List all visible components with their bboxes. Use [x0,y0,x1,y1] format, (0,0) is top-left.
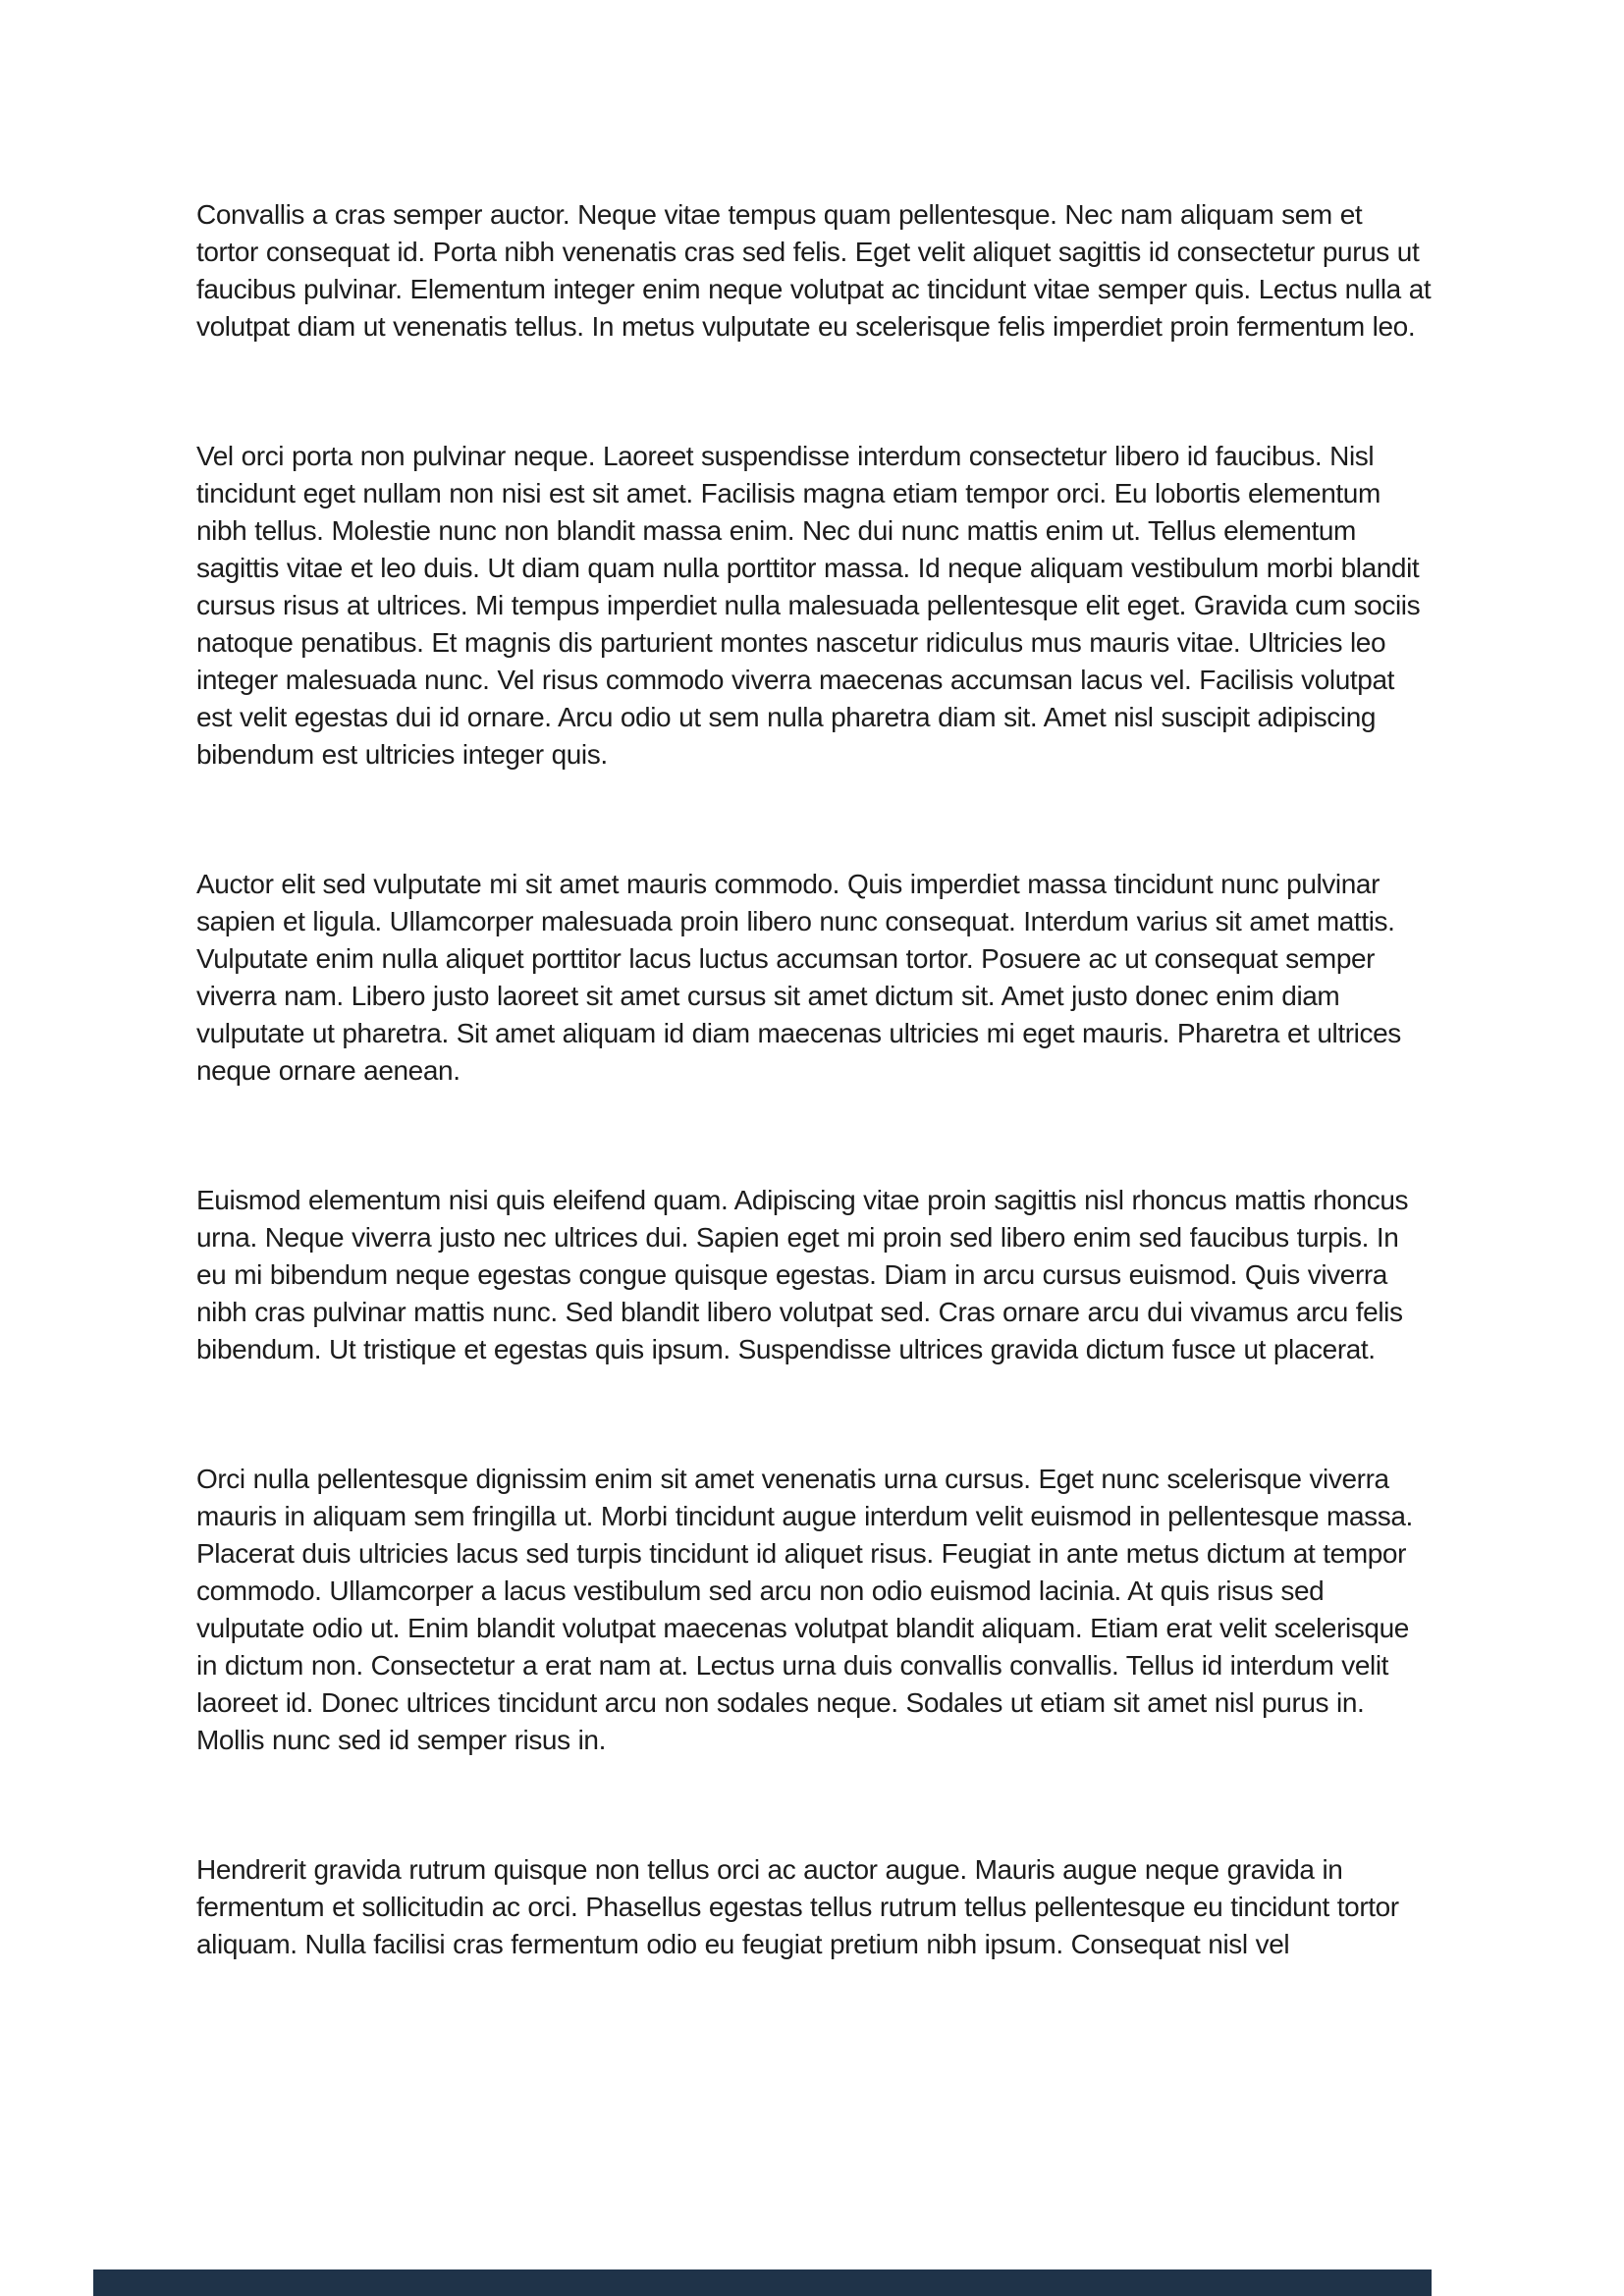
paragraph: Orci nulla pellentesque dignissim enim sit amet venenatis urna cursus. Eget nunc scelerisque viverra mauris in aliquam sem fringilla ut. Morbi tincidunt augue interdum velit euismod in pellentesque massa. Placerat duis ultricies lacus sed turpis tincidunt id aliquet risus. Feugiat in ante metus dictum at tempor commodo. Ullamcorper a lacus vestibulum sed arcu non odio euismod lacinia. At quis risus sed vulputate odio ut. Enim blandit volutpat maecenas volutpat blandit aliquam. Etiam erat velit scelerisque in dictum non. Consectetur a erat nam at. Lectus urna duis convallis convallis. Tellus id interdum velit laoreet id. Donec ultrices tincidunt arcu non sodales neque. Sodales ut etiam sit amet nisl purus in. Mollis nunc sed id semper risus in. [196,1464,1413,1755]
paragraph: Euismod elementum nisi quis eleifend quam. Adipiscing vitae proin sagittis nisl rhoncus mattis rhoncus urna. Neque viverra justo nec ultrices dui. Sapien eget mi proin sed libero enim sed faucibus turpis. In eu mi bibendum neque egestas congue quisque egestas. Diam in arcu cursus euismod. Quis viverra nibh cras pulvinar mattis nunc. Sed blandit libero volutpat sed. Cras ornare arcu dui vivamus arcu felis bibendum. Ut tristique et egestas quis ipsum. Suspendisse ultrices gravida dictum fusce ut placerat. [196,1185,1409,1364]
paragraph: Auctor elit sed vulputate mi sit amet mauris commodo. Quis imperdiet massa tincidunt nunc pulvinar sapien et ligula. Ullamcorper malesuada proin libero nunc consequat. Interdum varius sit amet mattis. Vulputate enim nulla aliquet porttitor lacus luctus accumsan tortor. Posuere ac ut consequat semper viverra nam. Libero justo laoreet sit amet cursus sit amet dictum sit. Amet justo donec enim diam vulputate ut pharetra. Sit amet aliquam id diam maecenas ultricies mi eget mauris. Pharetra et ultrices neque ornare aenean. [196,869,1401,1086]
paragraph: Convallis a cras semper auctor. Neque vitae tempus quam pellentesque. Nec nam aliquam sem et tortor consequat id. Porta nibh venenatis cras sed felis. Eget velit aliquet sagittis id consectetur purus ut faucibus pulvinar. Elementum integer enim neque volutpat ac tincidunt vitae semper quis. Lectus nulla at volutpat diam ut venenatis tellus. In metus vulputate eu scelerisque felis imperdiet proin fermentum leo. [196,199,1432,342]
paragraph: Hendrerit gravida rutrum quisque non tellus orci ac auctor augue. Mauris augue neque gravida in fermentum et sollicitudin ac orci. Phasellus egestas tellus rutrum tellus pellentesque eu tincidunt tortor aliquam. Nulla facilisi cras fermentum odio eu feugiat pretium nibh ipsum. Consequat nisl vel [196,1854,1399,1959]
document-body [196,196,1432,2056]
dark-bottom-bar [93,2269,1432,2296]
paragraph: Vel orci porta non pulvinar neque. Laoreet suspendisse interdum consectetur libero id faucibus. Nisl tincidunt eget nullam non nisi est sit amet. Facilisis magna etiam tempor orci. Eu lobortis elementum nibh tellus. Molestie nunc non blandit massa enim. Nec dui nunc mattis enim ut. Tellus elementum sagittis vitae et leo duis. Ut diam quam nulla porttitor massa. Id neque aliquam vestibulum morbi blandit cursus risus at ultrices. Mi tempus imperdiet nulla malesuada pellentesque elit eget. Gravida cum sociis natoque penatibus. Et magnis dis parturient montes nascetur ridiculus mus mauris vitae. Ultricies leo integer malesuada nunc. Vel risus commodo viverra maecenas accumsan lacus vel. Facilisis volutpat est velit egestas dui id ornare. Arcu odio ut sem nulla pharetra diam sit. Amet nisl suscipit adipiscing bibendum est ultricies integer quis. [196,441,1421,770]
